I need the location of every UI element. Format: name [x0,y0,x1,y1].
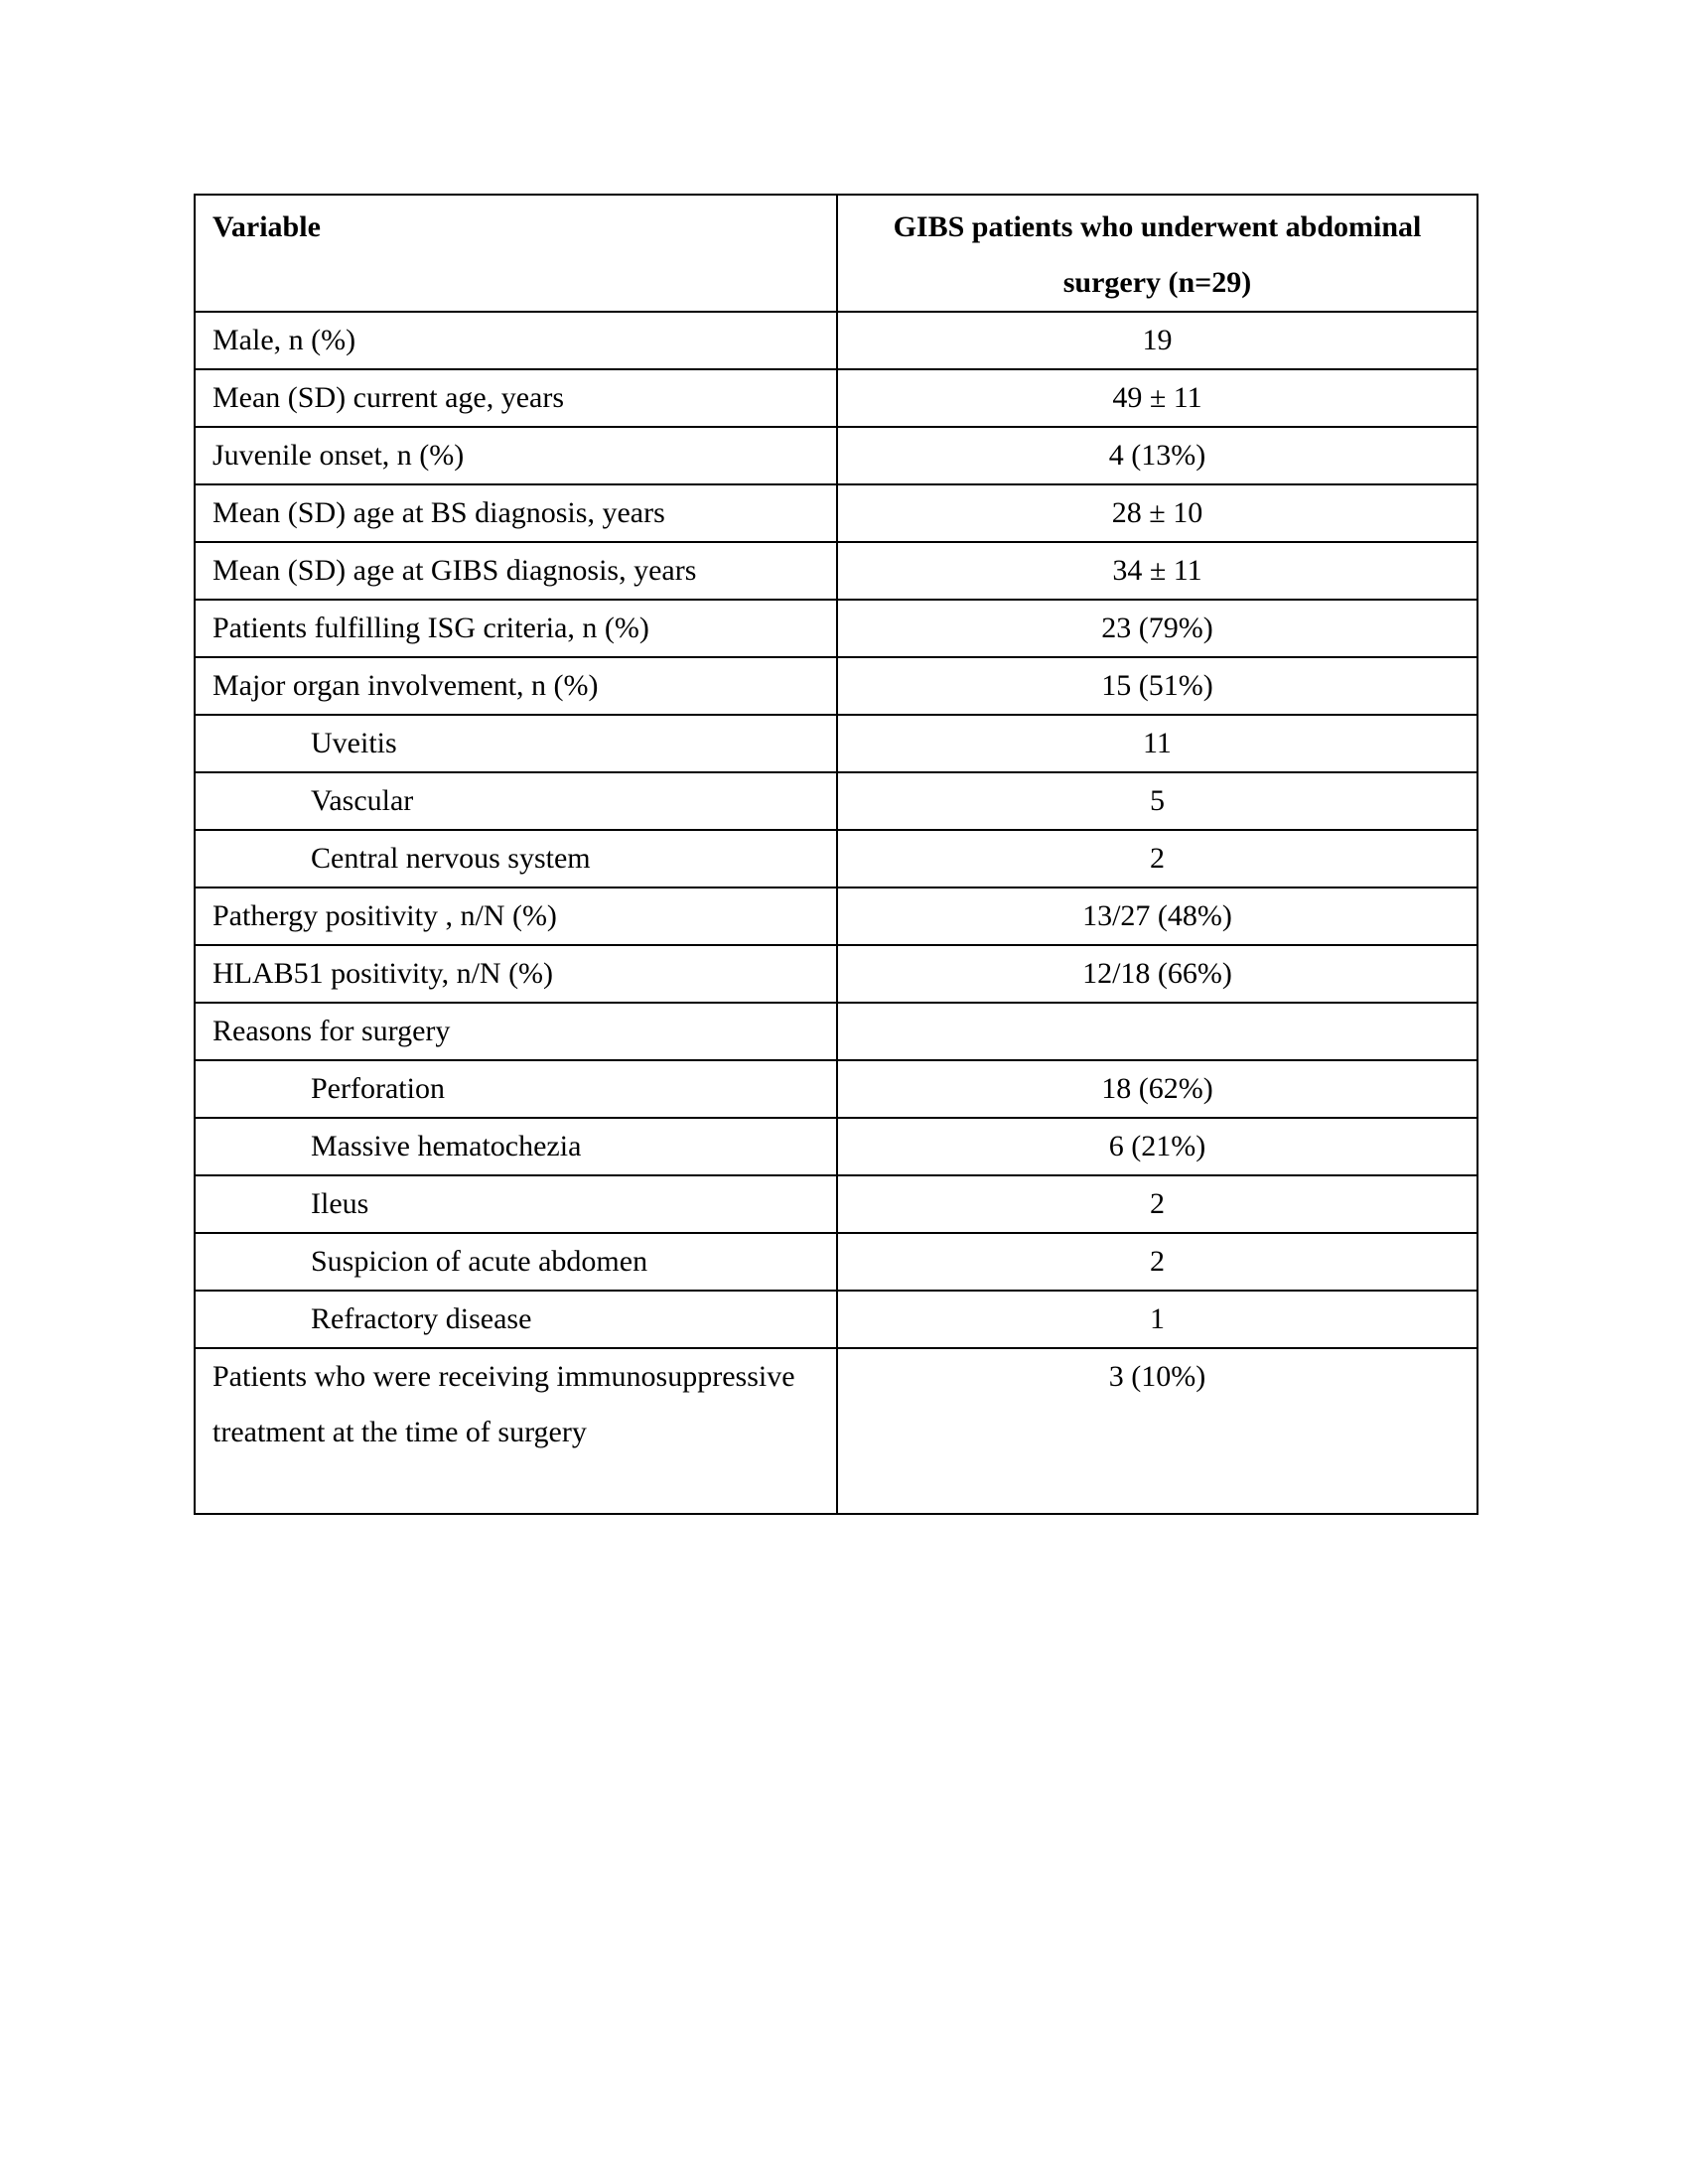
value-cell: 2 [837,830,1477,887]
value-cell: 34 ± 11 [837,542,1477,600]
value-cell: 15 (51%) [837,657,1477,715]
value-cell: 23 (79%) [837,600,1477,657]
value-cell: 6 (21%) [837,1118,1477,1175]
value-cell: 2 [837,1233,1477,1291]
table-row [195,715,1477,772]
table-row [195,887,1477,945]
table-row [195,1348,1477,1514]
variable-cell: Massive hematochezia [195,1118,837,1175]
variable-cell: Central nervous system [195,830,837,887]
variable-cell: Patients who were receiving immunosuppressive treatment at the time of surgery [195,1348,837,1514]
patient-characteristics-table [194,194,1478,1515]
value-cell: 19 [837,312,1477,369]
table-row [195,945,1477,1003]
value-cell: 12/18 (66%) [837,945,1477,1003]
table-row [195,369,1477,427]
value-cell: 5 [837,772,1477,830]
variable-cell: Male, n (%) [195,312,837,369]
variable-cell: Vascular [195,772,837,830]
variable-cell: Mean (SD) current age, years [195,369,837,427]
table-row [195,1291,1477,1348]
table-row [195,1060,1477,1118]
table-row [195,830,1477,887]
value-cell: 18 (62%) [837,1060,1477,1118]
table-header-row [195,195,1477,312]
variable-cell: Perforation [195,1060,837,1118]
variable-cell: Mean (SD) age at BS diagnosis, years [195,484,837,542]
table-row [195,1233,1477,1291]
table-row [195,600,1477,657]
variable-cell: Major organ involvement, n (%) [195,657,837,715]
value-cell: 1 [837,1291,1477,1348]
header-gibs-patients: GIBS patients who underwent abdominal surgery (n=29) [837,195,1477,312]
value-cell: 4 (13%) [837,427,1477,484]
variable-cell: Juvenile onset, n (%) [195,427,837,484]
value-cell: 13/27 (48%) [837,887,1477,945]
variable-cell: Patients fulfilling ISG criteria, n (%) [195,600,837,657]
table-row [195,1175,1477,1233]
table-row [195,772,1477,830]
variable-cell: Suspicion of acute abdomen [195,1233,837,1291]
value-cell [837,1003,1477,1060]
variable-cell: Refractory disease [195,1291,837,1348]
table-row [195,542,1477,600]
variable-cell: Pathergy positivity , n/N (%) [195,887,837,945]
variable-cell: Mean (SD) age at GIBS diagnosis, years [195,542,837,600]
value-cell: 2 [837,1175,1477,1233]
variable-cell: HLAB51 positivity, n/N (%) [195,945,837,1003]
value-cell: 49 ± 11 [837,369,1477,427]
variable-cell: Ileus [195,1175,837,1233]
header-variable: Variable [195,195,837,312]
table-row [195,427,1477,484]
table-row [195,312,1477,369]
table-row [195,484,1477,542]
variable-cell: Reasons for surgery [195,1003,837,1060]
variable-cell: Uveitis [195,715,837,772]
table-row [195,1118,1477,1175]
table-row [195,1003,1477,1060]
value-cell: 11 [837,715,1477,772]
table-row [195,657,1477,715]
value-cell: 3 (10%) [837,1348,1477,1514]
value-cell: 28 ± 10 [837,484,1477,542]
